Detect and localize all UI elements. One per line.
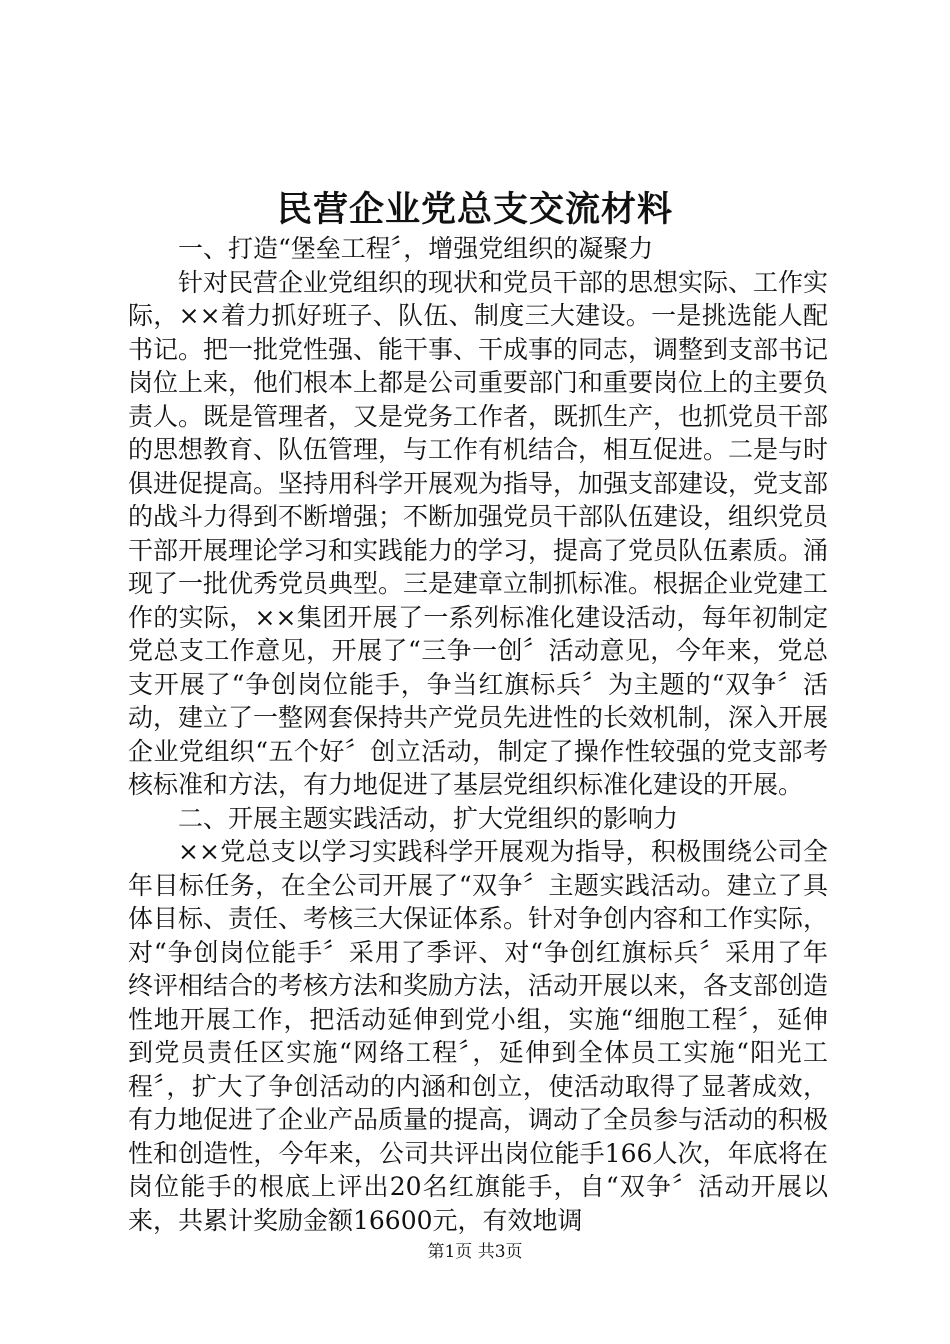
section-heading-2: 二、开展主题实践活动，扩大党组织的影响力 (178, 803, 679, 833)
section-paragraph-2: ××党总支以学习实践科学开展观为指导，积极围绕公司全年目标任务，在全公司开展了“双争〞主题实践活动。建立了具体目标、责任、考核三大保证体系。针对争创内容和工作实际，对“争创岗位能手〞采用了季评、对“争创红旗标兵〞采用了年终评相结合的考核方法和奖励方法，活动开展以来，各支部创造性地开展工作，把活动延伸到党小组，实施“细胞工程〞，延伸到党员责任区实施“网络工程〞，延伸到全体员工实施“阳光工程〞，扩大了争创活动的内涵和创立，使活动取得了显著成效，有力地促进了企业产品质量的提高，调动了全员参与活动的积极性和创造性，今年来，公司共评出岗位能手166人次，年底将在岗位能手的根底上评出20名红旗能手，自“双争〞活动开展以来，共累计奖励金额16600元，有效地调 (128, 837, 829, 1235)
page-footer: 第1页 共3页 (427, 1242, 523, 1262)
document-title: 民营企业党总支交流材料 (276, 189, 673, 230)
section-heading-1: 一、打造“堡垒工程〞，增强党组织的凝聚力 (178, 234, 654, 263)
section-paragraph-1: 针对民营企业党组织的现状和党员干部的思想实际、工作实际，××着力抓好班子、队伍、制度三大建设。一是挑选能人配书记。把一批党性强、能干事、干成事的同志，调整到支部书记岗位上来，他们根本上都是公司重要部门和重要岗位上的主要负责人。既是管理者，又是党务工作者，既抓生产，也抓党员干部的思想教育、队伍管理，与工作有机结合，相互促进。二是与时俱进促提高。坚持用科学开展观为指导，加强支部建设，党支部的战斗力得到不断增强；不断加强党员干部队伍建设，组织党员干部开展理论学习和实践能力的学习，提高了党员队伍素质。涌现了一批优秀党员典型。三是建章立制抓标准。根据企业党建工作的实际，××集团开展了一系列标准化建设活动，每年初制定党总支工作意见，开展了“三争一创〞活动意见，今年来，党总支开展了“争创岗位能手，争当红旗标兵〞为主题的“双争〞活动，建立了一整网套保持共产党员先进性的长效机制，深入开展企业党组织“五个好〞创立活动，制定了操作性较强的党支部考核标准和方法，有力地促进了基层党组织标准化建设的开展。 (128, 267, 829, 799)
document-body (128, 232, 828, 1237)
